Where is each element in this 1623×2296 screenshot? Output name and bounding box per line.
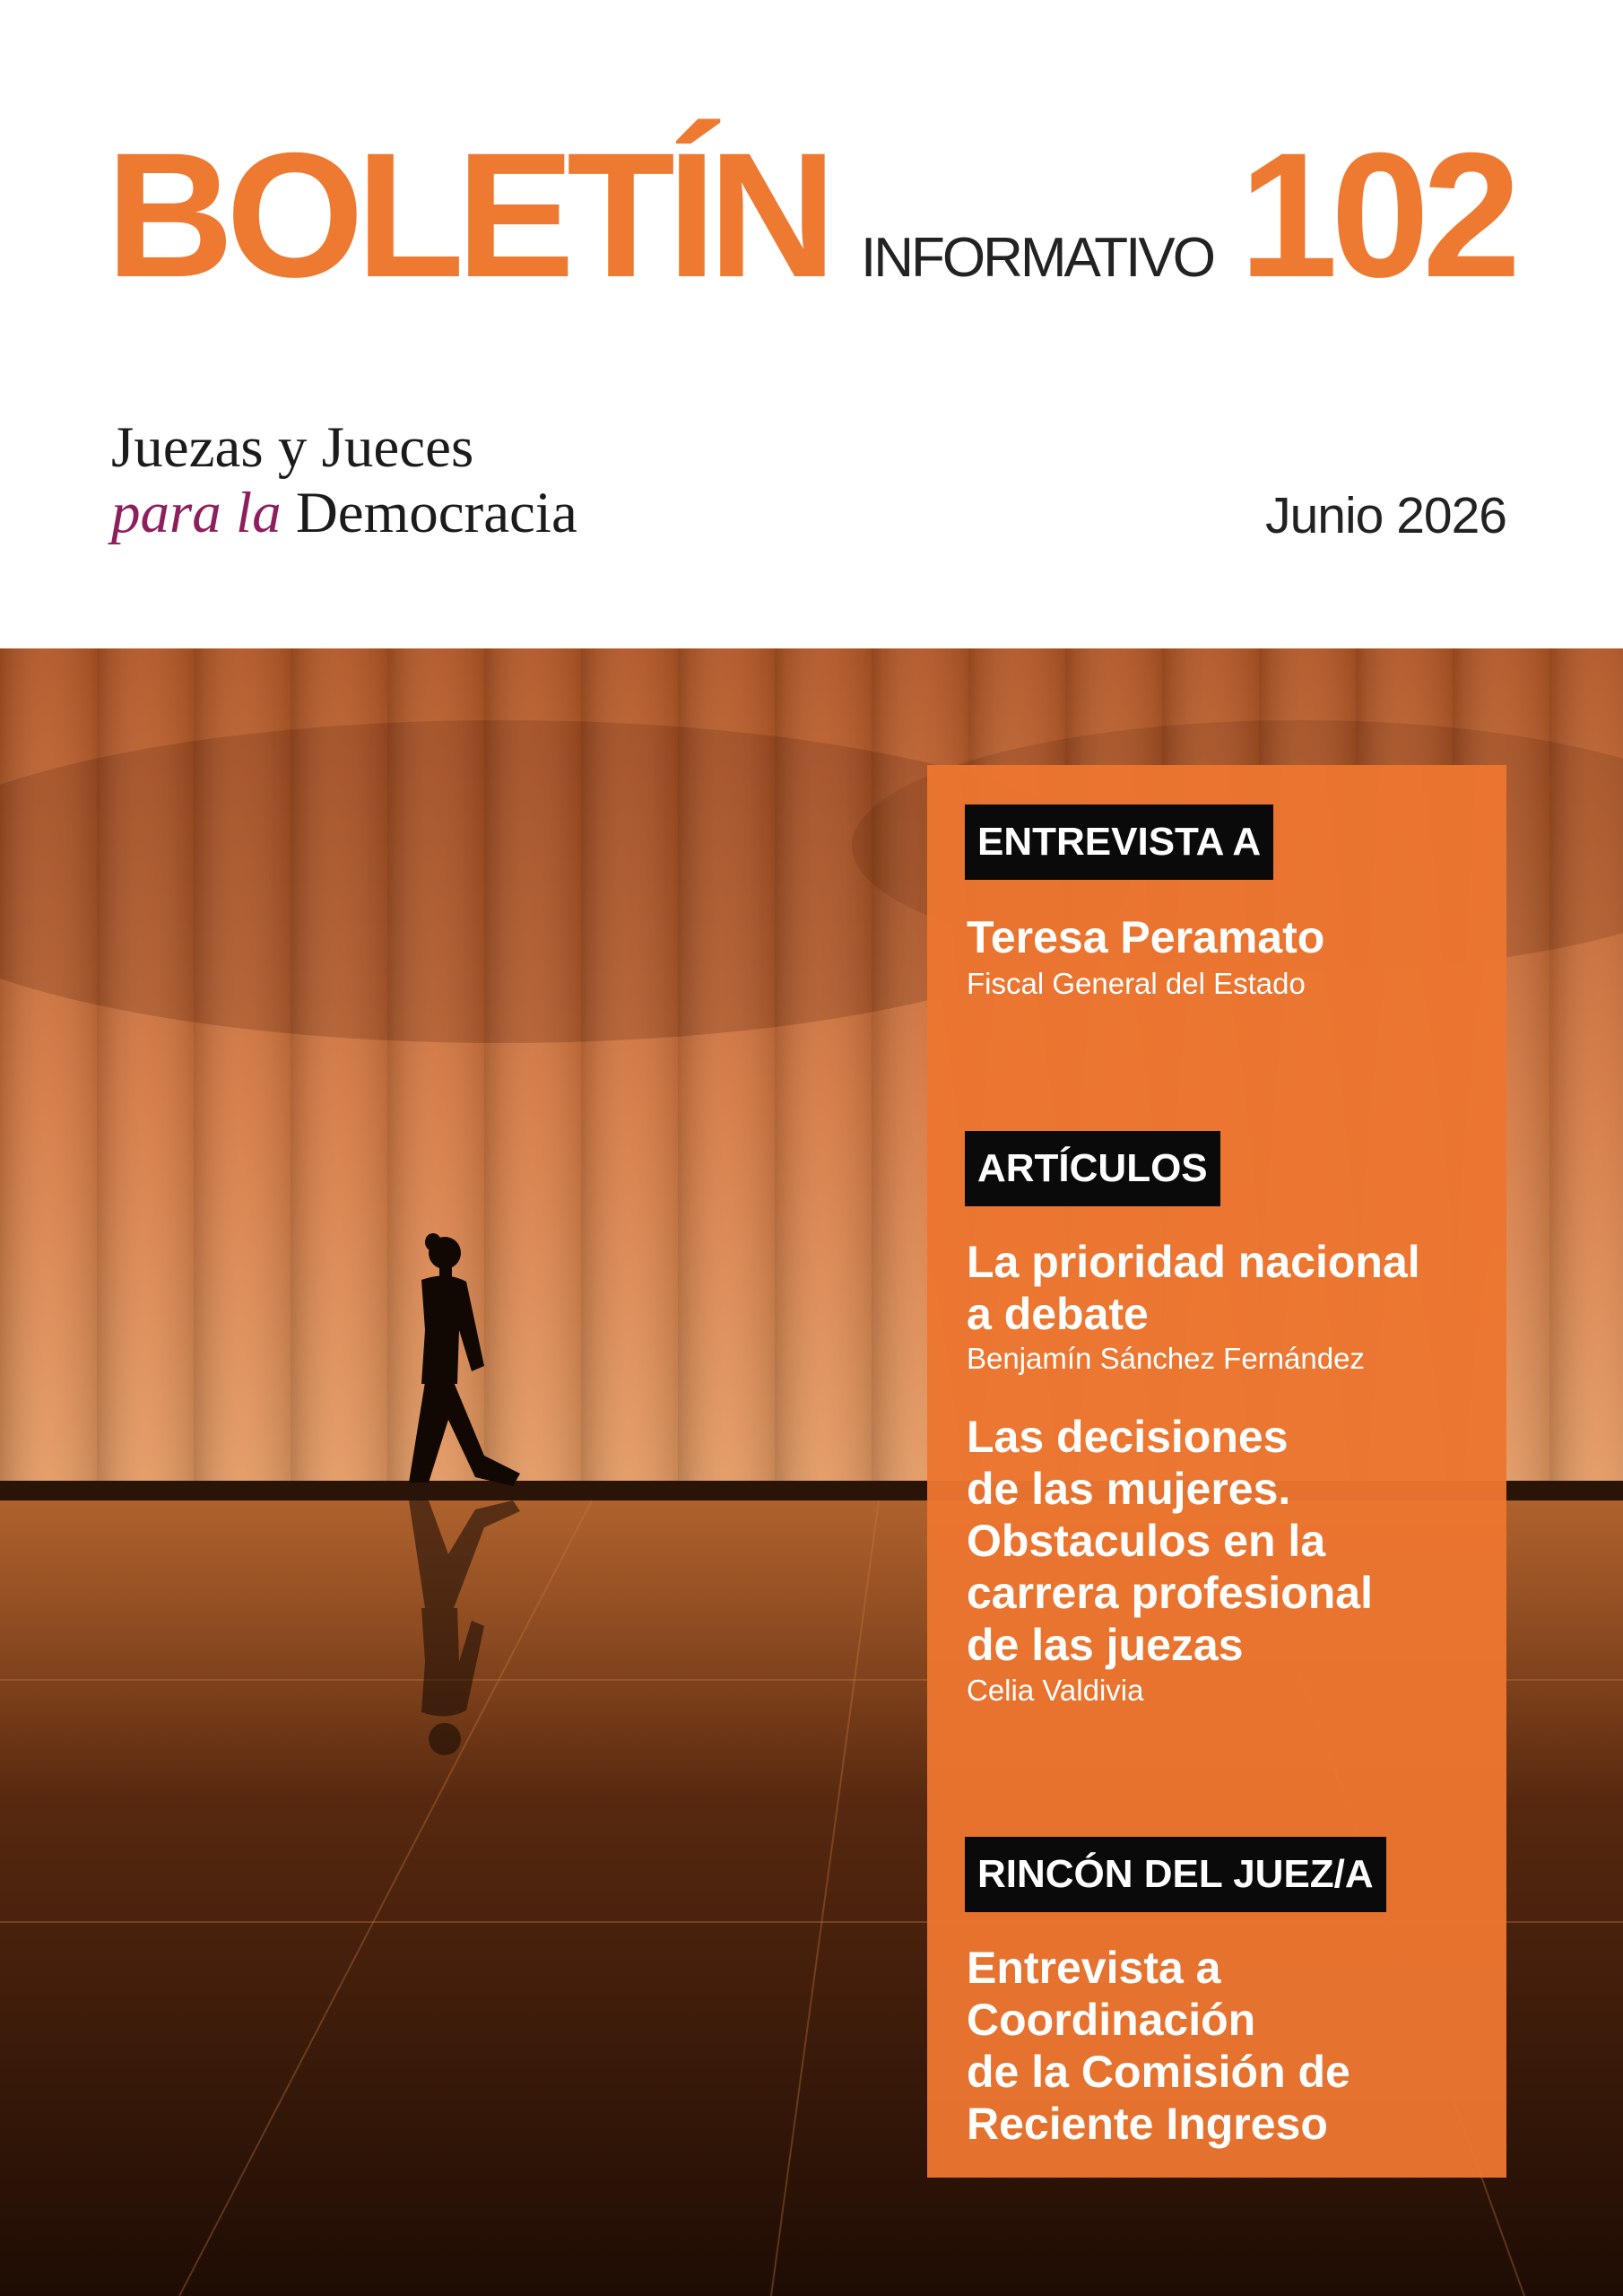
issue-date: Junio 2026 — [1265, 487, 1506, 544]
interview-title[interactable]: Teresa Peramato — [967, 912, 1325, 962]
section-tag-articles: ARTÍCULOS — [965, 1131, 1220, 1206]
section-tag-interview: ENTREVISTA A — [965, 804, 1273, 880]
organization-name-democracia: Democracia — [295, 481, 577, 545]
masthead-title: BOLETÍN — [106, 116, 829, 314]
contents-panel — [927, 765, 1506, 2178]
cover-header — [0, 0, 1623, 648]
organization-logo — [111, 413, 739, 556]
section-tag-corner: RINCÓN DEL JUEZ/A — [965, 1837, 1386, 1912]
masthead — [106, 116, 1541, 314]
masthead-subtitle: INFORMATIVO — [861, 227, 1213, 289]
organization-name-line1: Juezas y Jueces — [111, 415, 474, 480]
corner-title[interactable]: Entrevista a Coordinación de la Comisión de Reciente Ingreso — [967, 1943, 1350, 2149]
interview-subtitle: Fiscal General del Estado — [967, 967, 1306, 1000]
organization-name-italic: para la — [111, 481, 282, 545]
article-1-title[interactable]: La prioridad nacional a debate — [967, 1237, 1420, 1339]
article-1-author: Benjamín Sánchez Fernández — [967, 1342, 1365, 1375]
article-2-author: Celia Valdivia — [967, 1674, 1144, 1707]
organization-name-line2 — [111, 478, 577, 548]
issue-number: 102 — [1239, 116, 1515, 314]
article-2-title[interactable]: Las decisiones de las mujeres. Obstaculos en la carrera profesional de las juezas — [967, 1412, 1373, 1670]
